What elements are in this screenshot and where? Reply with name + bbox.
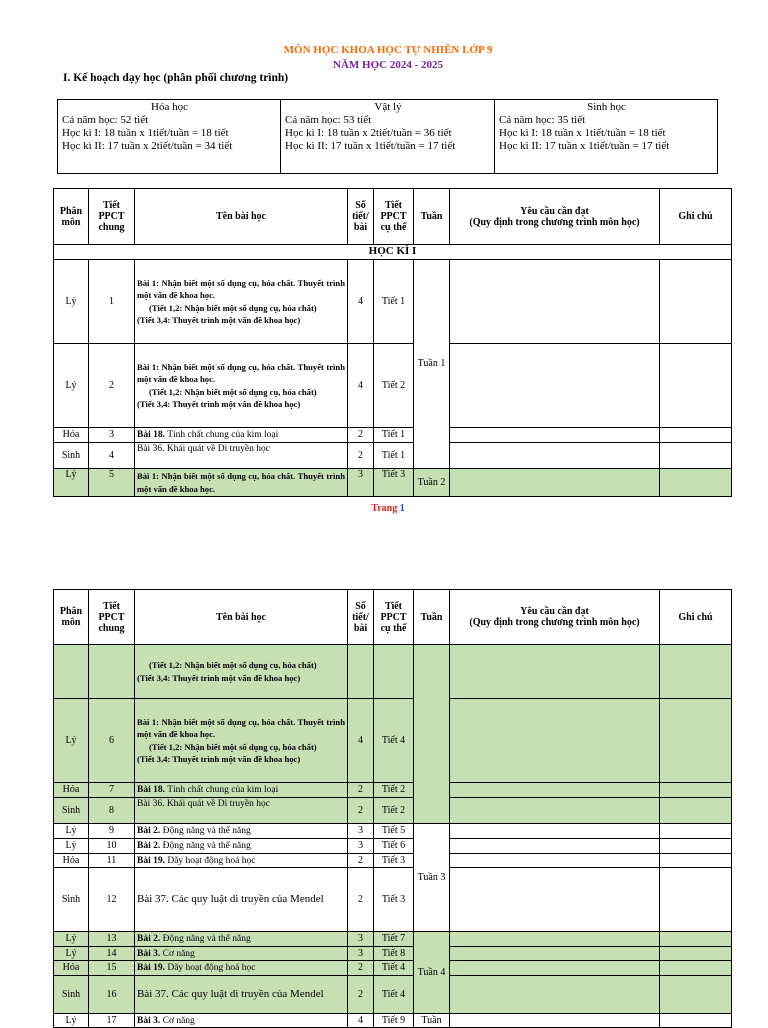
cell-requirements — [450, 645, 660, 699]
table-row — [54, 645, 732, 699]
cell-requirements — [450, 260, 660, 344]
col-requirements — [450, 590, 660, 645]
lesson-line: Bài 1: Nhận biết một số dụng cụ, hóa chất. Thuyết trình một vấn đề khoa học. — [137, 277, 345, 301]
cell-lesson: Bài 37. Các quy luật di truyền của Mendel — [135, 868, 348, 932]
cell-count: 2 — [348, 854, 374, 868]
lesson-number: Bài 2. — [137, 841, 161, 851]
summary-year: Cả năm học: 52 tiết — [62, 114, 149, 126]
cell-lesson: Bài 37. Các quy luật di truyền của Mendel — [135, 976, 348, 1014]
cell-week: Tuần 4 — [414, 932, 450, 1014]
cell-subject: Lý — [54, 469, 89, 497]
cell-requirements — [450, 824, 660, 839]
cell-note — [660, 798, 732, 824]
cell-count: 2 — [348, 976, 374, 1014]
cell-requirements — [450, 839, 660, 854]
table-row — [54, 868, 732, 932]
cell-week: Tuần — [414, 1014, 450, 1028]
col-lesson: Tên bài học — [135, 590, 348, 645]
cell-week — [414, 645, 450, 824]
table-row — [54, 824, 732, 839]
summary-hk2: Học kì II: 17 tuần x 2tiết/tuần = 34 tiết — [62, 140, 233, 152]
cell-period: 10 — [89, 839, 135, 854]
lesson-line: (Tiết 3,4: Thuyết trình một vấn đề khoa học) — [137, 314, 301, 325]
lesson-line: (Tiết 1,2: Nhận biết một số dụng cụ, hóa chất) — [149, 741, 317, 752]
cell-note — [660, 947, 732, 961]
table-row — [54, 798, 732, 824]
col-count: Số tiết/ bài — [348, 189, 374, 245]
cell-lesson — [135, 839, 348, 854]
cell-subject: Hóa — [54, 961, 89, 976]
cell-period: 4 — [89, 443, 135, 469]
cell-subject: Hóa — [54, 854, 89, 868]
cell-period — [89, 645, 135, 699]
cell-count: 3 — [348, 839, 374, 854]
cell-note — [660, 854, 732, 868]
cell-period: 11 — [89, 854, 135, 868]
summary-chemistry — [58, 100, 281, 174]
cell-ppct: Tiết 8 — [374, 947, 414, 961]
req-subtitle: (Quy định trong chương trình môn học) — [469, 216, 640, 228]
col-subject: Phân môn — [54, 189, 89, 245]
lesson-line: (Tiết 3,4: Thuyết trình một vấn đề khoa học) — [137, 398, 301, 409]
cell-period: 12 — [89, 868, 135, 932]
cell-note — [660, 469, 732, 497]
req-title: Yêu cầu cần đạt — [520, 606, 589, 617]
cell-requirements — [450, 699, 660, 783]
cell-subject: Sinh — [54, 868, 89, 932]
cell-week: Tuần 2 — [414, 469, 450, 497]
cell-requirements — [450, 798, 660, 824]
cell-count: 2 — [348, 798, 374, 824]
summary-year: Cả năm học: 53 tiết — [285, 114, 372, 126]
cell-ppct: Tiết 3 — [374, 868, 414, 932]
cell-lesson — [135, 854, 348, 868]
col-period: Tiết PPCT chung — [89, 590, 135, 645]
lesson-number: Bài 2. — [137, 826, 161, 836]
cell-requirements — [450, 947, 660, 961]
cell-note — [660, 976, 732, 1014]
summary-hk2: Học kì II: 17 tuần x 1tiết/tuần = 17 tiết — [499, 140, 670, 152]
cell-week: Tuần 3 — [414, 824, 450, 932]
col-count: Số tiết/ bài — [348, 590, 374, 645]
cell-count: 2 — [348, 961, 374, 976]
cell-note — [660, 344, 732, 428]
lesson-number: Bài 19. — [137, 963, 165, 973]
school-year: NĂM HỌC 2024 - 2025 — [333, 59, 443, 71]
cell-week: Tuần 1 — [414, 260, 450, 469]
cell-count: 2 — [348, 443, 374, 469]
lesson-number: Bài 19. — [137, 855, 165, 866]
cell-count: 4 — [348, 344, 374, 428]
cell-subject — [54, 645, 89, 699]
cell-subject: Lý — [54, 839, 89, 854]
cell-ppct: Tiết 2 — [374, 783, 414, 798]
semester-label: HỌC KÌ I — [54, 245, 732, 260]
req-title: Yêu cầu cần đạt — [520, 205, 589, 217]
table-row — [54, 783, 732, 798]
semester-row — [54, 245, 732, 260]
cell-requirements — [450, 1014, 660, 1028]
table-row — [54, 947, 732, 961]
cell-subject: Lý — [54, 344, 89, 428]
lesson-title: Tính chất chung của kim loại — [164, 430, 279, 440]
col-requirements — [450, 189, 660, 245]
summary-subject: Sinh học — [587, 101, 626, 113]
lesson-number: Bài 2. — [137, 934, 161, 944]
page-number-value: 1 — [399, 503, 405, 514]
table-row — [54, 344, 732, 428]
lesson-title: Dãy hoạt động hoá học — [164, 855, 256, 866]
page-number — [0, 503, 768, 514]
cell-requirements — [450, 868, 660, 932]
cell-period: 15 — [89, 961, 135, 976]
col-period: Tiết PPCT chung — [89, 189, 135, 245]
cell-ppct: Tiết 4 — [374, 961, 414, 976]
document-title: MÔN HỌC KHOA HỌC TỰ NHIÊN LỚP 9 — [283, 44, 493, 56]
col-lesson: Tên bài học — [135, 189, 348, 245]
cell-count: 4 — [348, 699, 374, 783]
summary-hk2: Học kì II: 17 tuần x 1tiết/tuần = 17 tiết — [285, 140, 456, 152]
plan-table-page-2 — [53, 589, 732, 1028]
cell-note — [660, 824, 732, 839]
cell-subject: Sinh — [54, 976, 89, 1014]
col-week: Tuần — [414, 590, 450, 645]
cell-ppct: Tiết 7 — [374, 932, 414, 947]
table-row — [54, 976, 732, 1014]
cell-note — [660, 260, 732, 344]
cell-ppct: Tiết 6 — [374, 839, 414, 854]
lesson-title: Dãy hoạt động hoá học — [164, 963, 256, 973]
cell-subject: Lý — [54, 260, 89, 344]
cell-period: 6 — [89, 699, 135, 783]
lesson-number: Bài 18. — [137, 785, 165, 795]
cell-ppct: Tiết 2 — [374, 344, 414, 428]
cell-count: 2 — [348, 868, 374, 932]
cell-note — [660, 1014, 732, 1028]
cell-requirements — [450, 976, 660, 1014]
lesson-line: (Tiết 1,2: Nhận biết một số dụng cụ, hóa chất) — [149, 302, 317, 313]
col-week: Tuần — [414, 189, 450, 245]
cell-ppct: Tiết 1 — [374, 260, 414, 344]
lesson-line: Bài 1: Nhận biết một số dụng cụ, hóa chất. Thuyết trình một vấn đề khoa học. — [137, 361, 345, 385]
cell-lesson — [135, 699, 348, 783]
cell-subject: Hóa — [54, 428, 89, 443]
cell-lesson: Bài 1: Nhận biết một số dụng cụ, hóa chất. Thuyết trình một vấn đề khoa học. — [135, 469, 348, 497]
cell-count: 4 — [348, 260, 374, 344]
cell-subject: Sinh — [54, 798, 89, 824]
cell-requirements — [450, 854, 660, 868]
summary-year: Cả năm học: 35 tiết — [499, 114, 586, 126]
cell-ppct: Tiết 3 — [374, 469, 414, 497]
cell-subject: Hóa — [54, 783, 89, 798]
page-label: Trang — [371, 503, 398, 514]
cell-requirements — [450, 344, 660, 428]
lesson-number: Bài 3. — [137, 1015, 161, 1026]
cell-subject: Lý — [54, 1014, 89, 1028]
cell-lesson — [135, 260, 348, 344]
cell-lesson — [135, 824, 348, 839]
cell-ppct: Tiết 5 — [374, 824, 414, 839]
table-row — [54, 854, 732, 868]
cell-period: 8 — [89, 798, 135, 824]
table-row — [54, 1014, 732, 1028]
lesson-title: Tính chất chung của kim loại — [164, 785, 279, 795]
cell-period: 1 — [89, 260, 135, 344]
cell-requirements — [450, 783, 660, 798]
cell-period: 14 — [89, 947, 135, 961]
cell-lesson — [135, 344, 348, 428]
lesson-line: (Tiết 1,2: Nhận biết một số dụng cụ, hóa chất) — [149, 660, 317, 671]
cell-lesson: Bài 36. Khái quát về Di truyền học — [135, 798, 348, 824]
cell-ppct: Tiết 3 — [374, 854, 414, 868]
cell-count: 4 — [348, 1014, 374, 1028]
cell-note — [660, 783, 732, 798]
cell-count: 2 — [348, 783, 374, 798]
table-row — [54, 932, 732, 947]
cell-lesson — [135, 428, 348, 443]
cell-period: 17 — [89, 1014, 135, 1028]
cell-lesson — [135, 645, 348, 699]
cell-note — [660, 868, 732, 932]
col-note: Ghi chú — [660, 590, 732, 645]
cell-requirements — [450, 932, 660, 947]
cell-period: 2 — [89, 344, 135, 428]
cell-note — [660, 443, 732, 469]
lesson-number: Bài 3. — [137, 948, 161, 959]
lesson-line: (Tiết 3,4: Thuyết trình một vấn đề khoa học) — [137, 753, 301, 764]
cell-lesson — [135, 932, 348, 947]
col-ppct: Tiết PPCT cụ thể — [374, 590, 414, 645]
summary-table — [57, 99, 718, 174]
table-row — [54, 961, 732, 976]
section-heading: I. Kế hoạch dạy học (phân phối chương trình) — [63, 72, 289, 84]
cell-lesson — [135, 783, 348, 798]
cell-ppct: Tiết 2 — [374, 798, 414, 824]
header-row — [54, 189, 732, 245]
header-row — [54, 590, 732, 645]
cell-period: 9 — [89, 824, 135, 839]
cell-note — [660, 961, 732, 976]
cell-requirements — [450, 443, 660, 469]
cell-ppct: Tiết 1 — [374, 443, 414, 469]
lesson-line: (Tiết 1,2: Nhận biết một số dụng cụ, hóa chất) — [149, 386, 317, 397]
summary-subject: Hóa học — [151, 101, 188, 113]
cell-count — [348, 645, 374, 699]
cell-ppct: Tiết 4 — [374, 699, 414, 783]
cell-ppct: Tiết 9 — [374, 1014, 414, 1028]
cell-count: 3 — [348, 947, 374, 961]
lesson-number: Bài 18. — [137, 430, 165, 440]
table-row — [54, 469, 732, 497]
cell-count: 3 — [348, 932, 374, 947]
cell-count: 3 — [348, 469, 374, 497]
cell-ppct — [374, 645, 414, 699]
cell-period: 5 — [89, 469, 135, 497]
cell-subject: Lý — [54, 947, 89, 961]
lesson-title: Động năng và thế năng — [160, 841, 251, 851]
cell-note — [660, 839, 732, 854]
cell-subject: Lý — [54, 699, 89, 783]
summary-biology — [495, 100, 718, 174]
cell-period: 3 — [89, 428, 135, 443]
cell-lesson: Bài 36. Khái quát về Di truyền học — [135, 443, 348, 469]
table-row — [54, 428, 732, 443]
cell-period: 13 — [89, 932, 135, 947]
cell-requirements — [450, 469, 660, 497]
cell-note — [660, 645, 732, 699]
lesson-title: Cơ năng — [160, 1015, 195, 1026]
summary-hk1: Học kì I: 18 tuần x 2tiết/tuần = 36 tiết — [285, 127, 452, 139]
cell-ppct: Tiết 4 — [374, 976, 414, 1014]
lesson-line: Bài 1: Nhận biết một số dụng cụ, hóa chất. Thuyết trình một vấn đề khoa học. — [137, 716, 345, 740]
lesson-title: Cơ năng — [160, 948, 195, 959]
cell-lesson — [135, 947, 348, 961]
cell-note — [660, 428, 732, 443]
cell-requirements — [450, 961, 660, 976]
cell-requirements — [450, 428, 660, 443]
cell-note — [660, 932, 732, 947]
col-note: Ghi chú — [660, 189, 732, 245]
table-row — [54, 839, 732, 854]
cell-note — [660, 699, 732, 783]
lesson-title: Động năng và thế năng — [160, 934, 251, 944]
cell-count: 2 — [348, 428, 374, 443]
cell-lesson — [135, 1014, 348, 1028]
table-row — [54, 699, 732, 783]
summary-physics — [281, 100, 495, 174]
lesson-title: Động năng và thế năng — [160, 826, 251, 836]
summary-subject: Vật lý — [374, 101, 402, 113]
cell-subject: Lý — [54, 932, 89, 947]
table-row — [54, 443, 732, 469]
summary-hk1: Học kì I: 18 tuần x 1tiết/tuần = 18 tiết — [62, 127, 229, 139]
req-subtitle: (Quy định trong chương trình môn học) — [469, 617, 640, 628]
cell-ppct: Tiết 1 — [374, 428, 414, 443]
cell-period: 7 — [89, 783, 135, 798]
summary-hk1: Học kì I: 18 tuần x 1tiết/tuần = 18 tiết — [499, 127, 666, 139]
col-ppct: Tiết PPCT cụ thể — [374, 189, 414, 245]
cell-subject: Lý — [54, 824, 89, 839]
cell-subject: Sinh — [54, 443, 89, 469]
lesson-line: (Tiết 3,4: Thuyết trình một vấn đề khoa học) — [137, 672, 301, 683]
cell-lesson — [135, 961, 348, 976]
plan-table-page-1 — [53, 188, 732, 497]
cell-period: 16 — [89, 976, 135, 1014]
table-row — [54, 260, 732, 344]
col-subject: Phân môn — [54, 590, 89, 645]
cell-count: 3 — [348, 824, 374, 839]
